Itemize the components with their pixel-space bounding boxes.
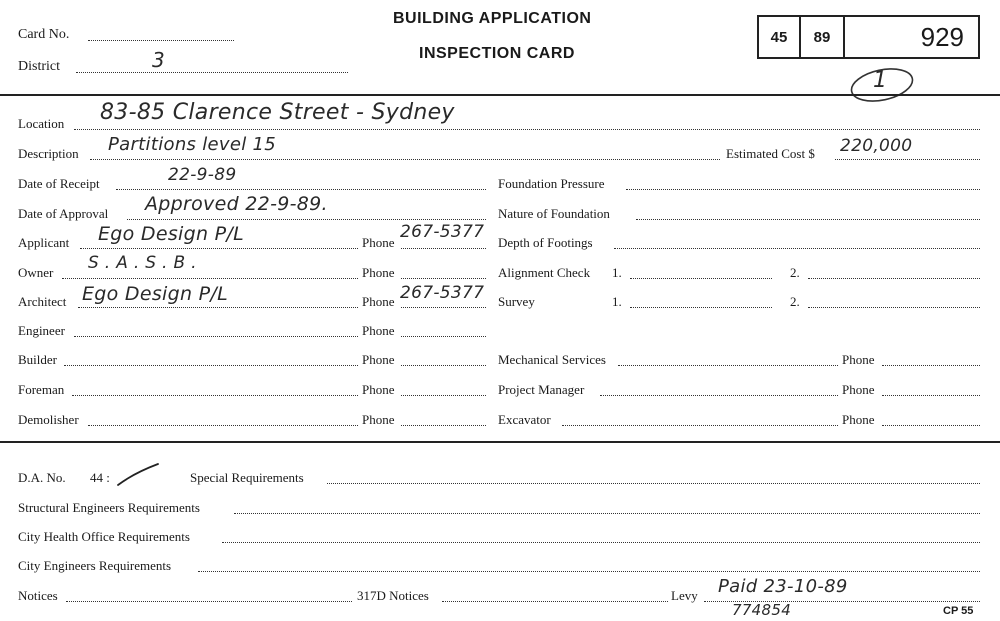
architect-field[interactable] [78,307,358,308]
form-code: CP 55 [943,605,974,617]
mechanical-phone-field[interactable] [882,365,980,366]
depth-footings-label: Depth of Footings [498,235,593,250]
foundation-pressure-field[interactable] [626,189,980,190]
card-no-label: Card No. [18,27,70,42]
engineer-phone-label: Phone [362,323,395,338]
notices-label: Notices [18,588,58,603]
survey-field-1[interactable] [630,307,772,308]
architect-phone-field[interactable] [401,307,486,308]
depth-footings-field[interactable] [614,248,980,249]
owner-label: Owner [18,265,54,280]
da-tick-mark [114,461,162,489]
date-receipt-label: Date of Receipt [18,176,100,191]
title-line1: BUILDING APPLICATION [393,10,592,27]
demolisher-label: Demolisher [18,412,79,427]
da-no-value: 44 : [90,470,110,485]
levy-label: Levy [671,588,698,603]
card-box-a: 45 [757,15,801,59]
architect-label: Architect [18,294,67,309]
excavator-label: Excavator [498,412,551,427]
alignment-field-1[interactable] [630,278,772,279]
builder-field[interactable] [64,365,358,366]
da-no-label: D.A. No. [18,470,66,485]
nature-foundation-field[interactable] [636,219,980,220]
owner-phone-label: Phone [362,265,395,280]
foreman-phone-field[interactable] [401,395,486,396]
excavator-phone-label: Phone [842,412,875,427]
excavator-field[interactable] [562,425,838,426]
date-approval-value: Approved 22-9-89. [145,193,328,215]
structural-label: Structural Engineers Requirements [18,500,200,515]
alignment-check-label: Alignment Check [498,265,591,280]
date-approval-label: Date of Approval [18,206,109,221]
structural-field[interactable] [234,513,980,514]
estimated-cost-value: 220,000 [840,136,913,156]
mechanical-field[interactable] [618,365,838,366]
description-field[interactable] [90,159,720,160]
nature-foundation-label: Nature of Foundation [498,206,610,221]
mechanical-phone-label: Phone [842,352,875,367]
demolisher-phone-field[interactable] [401,425,486,426]
alignment-num1: 1. [612,265,622,280]
builder-phone-field[interactable] [401,365,486,366]
applicant-field[interactable] [80,248,358,249]
applicant-phone-value: 267-5377 [400,222,485,242]
card-box-b: 89 [799,15,845,59]
excavator-phone-field[interactable] [882,425,980,426]
owner-field[interactable] [62,278,358,279]
architect-phone-label: Phone [362,294,395,309]
header-divider [0,94,1000,96]
project-manager-phone-field[interactable] [882,395,980,396]
health-label: City Health Office Requirements [18,529,190,544]
city-eng-label: City Engineers Requirements [18,558,172,573]
district-value: 3 [152,48,166,72]
alignment-num2: 2. [790,265,800,280]
foundation-pressure-label: Foundation Pressure [498,176,605,191]
notices-field[interactable] [66,601,352,602]
estimated-cost-field[interactable] [835,159,980,160]
survey-num1: 1. [612,294,622,309]
project-manager-label: Project Manager [498,382,585,397]
demolisher-field[interactable] [88,425,358,426]
notices-317d-label: 317D Notices [357,588,429,603]
project-manager-phone-label: Phone [842,382,875,397]
alignment-field-2[interactable] [808,278,980,279]
location-value: 83-85 Clarence Street - Sydney [100,100,455,125]
card-box-number: 929 [843,15,980,59]
owner-value: S . A . S . B . [88,253,197,273]
district-label: District [18,59,60,74]
description-label: Description [18,146,79,161]
district-field[interactable] [76,72,348,73]
builder-label: Builder [18,352,57,367]
owner-phone-field[interactable] [401,278,486,279]
architect-value: Ego Design P/L [82,283,229,305]
foreman-label: Foreman [18,382,65,397]
location-label: Location [18,116,65,131]
receipt-value: 774854 [732,601,792,619]
city-eng-field[interactable] [198,571,980,572]
applicant-phone-label: Phone [362,235,395,250]
engineer-phone-field[interactable] [401,336,486,337]
levy-value: Paid 23-10-89 [718,576,848,597]
circled-note-value: 1 [873,68,888,93]
date-approval-field[interactable] [127,219,486,220]
date-receipt-field[interactable] [116,189,486,190]
engineer-field[interactable] [74,336,358,337]
card-no-field[interactable] [88,40,234,41]
demolisher-phone-label: Phone [362,412,395,427]
survey-num2: 2. [790,294,800,309]
survey-field-2[interactable] [808,307,980,308]
applicant-value: Ego Design P/L [98,223,245,245]
section-divider [0,441,1000,443]
notices-317d-field[interactable] [442,601,668,602]
survey-label: Survey [498,294,535,309]
builder-phone-label: Phone [362,352,395,367]
location-field[interactable] [74,129,980,130]
foreman-phone-label: Phone [362,382,395,397]
title-line2: INSPECTION CARD [419,45,575,62]
project-manager-field[interactable] [600,395,838,396]
engineer-label: Engineer [18,323,65,338]
special-req-label: Special Requirements [190,470,304,485]
mechanical-label: Mechanical Services [498,352,606,367]
architect-phone-value: 267-5377 [400,283,485,303]
special-req-field[interactable] [327,483,980,484]
estimated-cost-label: Estimated Cost $ [726,146,815,161]
applicant-phone-field[interactable] [401,248,486,249]
description-value: Partitions level 15 [108,134,277,155]
date-receipt-value: 22-9-89 [168,165,237,185]
health-field[interactable] [222,542,980,543]
foreman-field[interactable] [72,395,358,396]
applicant-label: Applicant [18,235,70,250]
